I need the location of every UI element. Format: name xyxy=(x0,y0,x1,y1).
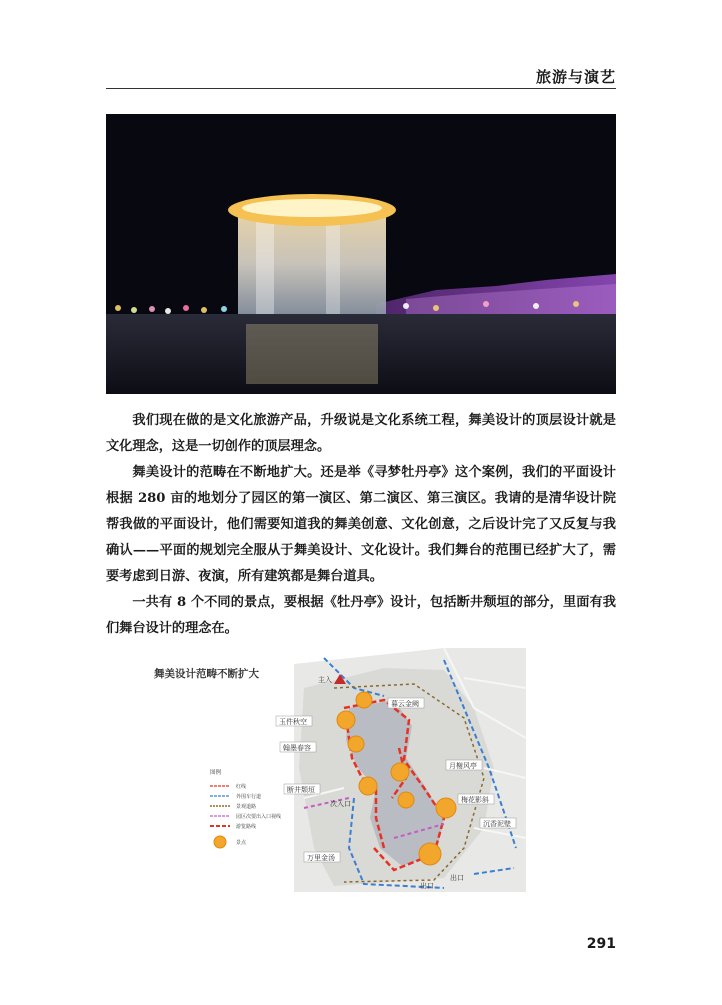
label-main-entrance: 主入 xyxy=(318,676,332,684)
legend-item-5: 景点 xyxy=(236,840,247,846)
header-divider xyxy=(106,88,616,89)
legend-item-0: 红线 xyxy=(236,784,247,790)
label-yujian: 玉件秋空 xyxy=(279,718,307,726)
legend-item-4: 游览路线 xyxy=(236,824,257,830)
legend xyxy=(210,768,281,848)
legend-title: 图例 xyxy=(210,770,222,776)
legend-item-2: 景观道路 xyxy=(236,804,257,810)
label-wanli: 万里金汤 xyxy=(307,854,335,862)
paragraph-1: 我们现在做的是文化旅游产品，升级说是文化系统工程，舞美设计的顶层设计就是文化理念，这是一切创作的顶层理念。 xyxy=(106,413,616,454)
label-hanmo: 翰墨春容 xyxy=(283,744,311,752)
paragraph-2: 舞美设计的范畴在不断地扩大。还是举《寻梦牡丹亭》这个案例，我们的平面设计根据 280 亩的地划分了园区的第一演区、第二演区、第三演区。我请的是清华设计院帮我做的平面设计，他们需要知道我的舞美创意、文化创意，之后设计完了又反复与我确认——平面的规划完全服从于舞美设计、文化设计。我们舞台的范围已经扩大了，需要考虑到日游、夜演，所有建筑都是舞台道具。 xyxy=(106,465,616,584)
label-duanjing: 断井颓垣 xyxy=(287,786,315,794)
label-exit-2: 出口 xyxy=(450,874,464,882)
page-number: 291 xyxy=(586,936,616,952)
label-chenxiang: 沉香泥壁 xyxy=(483,820,511,828)
label-yuexie: 月榭风亭 xyxy=(449,762,477,770)
label-ciruko: 次入口 xyxy=(330,800,351,808)
fountain-night-photo xyxy=(106,114,616,394)
legend-item-3: 园区次要出入口视线 xyxy=(236,814,282,820)
fountain-illustration xyxy=(106,114,616,394)
label-exit-1: 出口 xyxy=(420,882,434,890)
body-text xyxy=(106,408,616,642)
paragraph-3: 一共有 8 个不同的景点，要根据《牡丹亭》设计，包括断井颓垣的部分，里面有我们舞台设计的理念在。 xyxy=(106,595,616,636)
figure-title: 舞美设计范畴不断扩大 xyxy=(154,668,259,680)
running-header: 旅游与演艺 xyxy=(535,68,616,86)
label-meihua: 梅花影斜 xyxy=(461,796,489,804)
legend-item-1: 外围车行道 xyxy=(236,794,262,800)
label-muyun: 暮云金阙 xyxy=(391,700,419,708)
site-plan-figure xyxy=(144,648,526,892)
site-plan-map xyxy=(144,648,526,892)
